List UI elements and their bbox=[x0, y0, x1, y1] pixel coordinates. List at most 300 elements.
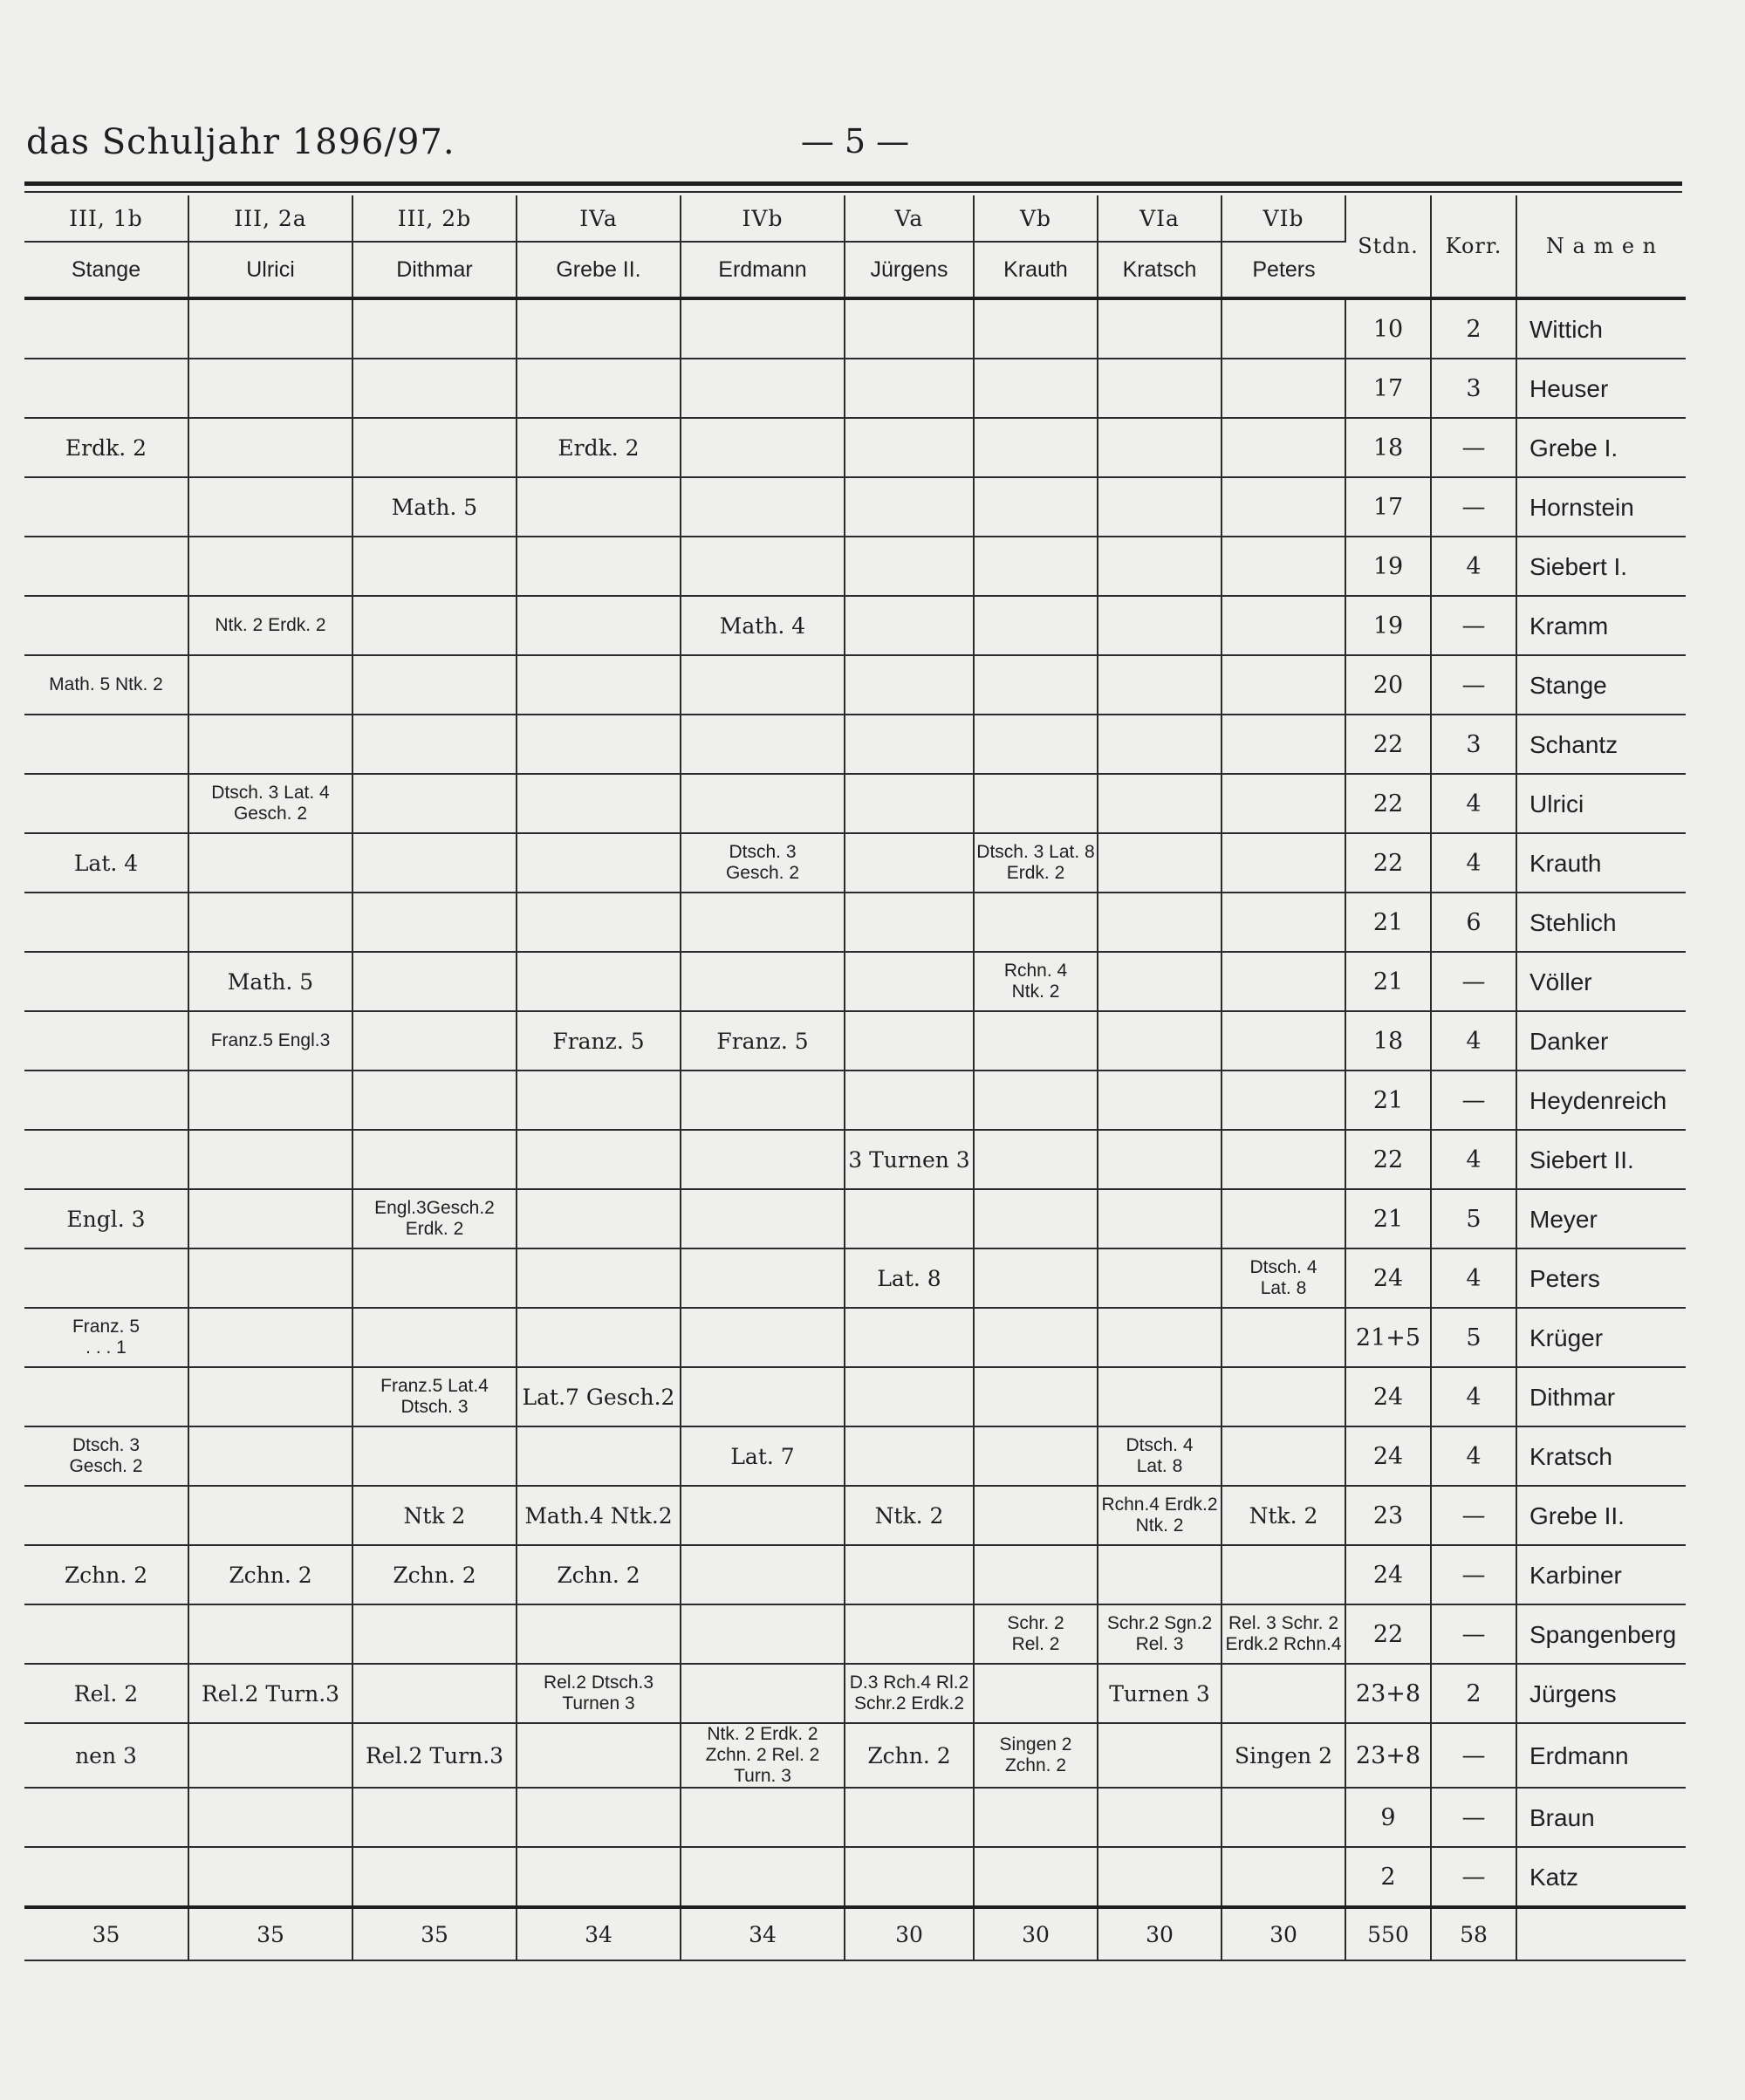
lesson-cell bbox=[845, 359, 974, 418]
lesson-cell bbox=[24, 1071, 188, 1130]
lesson-cell bbox=[974, 1367, 1098, 1426]
stdn-cell: 17 bbox=[1345, 477, 1431, 537]
lesson-cell bbox=[517, 893, 681, 952]
korr-cell: — bbox=[1431, 1545, 1516, 1604]
teacher-name-cell: Peters bbox=[1516, 1248, 1686, 1308]
stdn-cell: 17 bbox=[1345, 359, 1431, 418]
teacher-name-cell: Stange bbox=[1516, 655, 1686, 715]
lesson-cell bbox=[1098, 774, 1222, 833]
lesson-cell: Ntk. 2 bbox=[1222, 1486, 1345, 1545]
korr-cell: 4 bbox=[1431, 1367, 1516, 1426]
lesson-cell bbox=[352, 1604, 517, 1664]
total-cell: 35 bbox=[24, 1907, 188, 1960]
lesson-cell bbox=[517, 359, 681, 418]
stdn-cell: 2 bbox=[1345, 1847, 1431, 1907]
lesson-cell bbox=[974, 1847, 1098, 1907]
lesson-cell bbox=[517, 1189, 681, 1248]
teacher-name-cell: Krauth bbox=[1516, 833, 1686, 893]
table-row bbox=[24, 1011, 1686, 1071]
lesson-cell bbox=[517, 1604, 681, 1664]
table-row bbox=[24, 715, 1686, 774]
lesson-cell: Lat.7 Gesch.2 bbox=[517, 1367, 681, 1426]
lesson-cell bbox=[974, 774, 1098, 833]
lesson-cell bbox=[1098, 893, 1222, 952]
lesson-cell bbox=[681, 359, 845, 418]
lesson-cell: D.3 Rch.4 Rl.2 Schr.2 Erdk.2 bbox=[845, 1664, 974, 1723]
lesson-cell bbox=[1098, 596, 1222, 655]
lesson-cell: Rchn. 4 Ntk. 2 bbox=[974, 952, 1098, 1011]
korr-cell: 5 bbox=[1431, 1308, 1516, 1367]
lesson-cell bbox=[352, 774, 517, 833]
lesson-cell bbox=[974, 1308, 1098, 1367]
lesson-cell: Math. 5 bbox=[188, 952, 352, 1011]
lesson-cell bbox=[1222, 1130, 1345, 1189]
total-cell: 35 bbox=[188, 1907, 352, 1960]
lesson-cell bbox=[845, 1367, 974, 1426]
lesson-cell bbox=[681, 1189, 845, 1248]
korr-header: Korr. bbox=[1431, 195, 1516, 298]
lesson-cell bbox=[974, 1486, 1098, 1545]
lesson-cell bbox=[188, 715, 352, 774]
teacher-name-cell: Meyer bbox=[1516, 1189, 1686, 1248]
stdn-cell: 24 bbox=[1345, 1367, 1431, 1426]
lesson-cell bbox=[681, 1664, 845, 1723]
lesson-cell bbox=[352, 418, 517, 477]
page-number: — 5 — bbox=[800, 122, 910, 161]
lesson-cell bbox=[974, 1545, 1098, 1604]
lesson-cell bbox=[681, 715, 845, 774]
lesson-cell: Lat. 8 bbox=[845, 1248, 974, 1308]
lesson-cell bbox=[1098, 952, 1222, 1011]
lesson-cell bbox=[1098, 1545, 1222, 1604]
teacher-name-cell: Dithmar bbox=[1516, 1367, 1686, 1426]
lesson-cell bbox=[352, 1664, 517, 1723]
class-header: III, 2b bbox=[352, 195, 517, 242]
lesson-cell bbox=[845, 1011, 974, 1071]
lesson-cell bbox=[352, 1011, 517, 1071]
lesson-cell: Lat. 4 bbox=[24, 833, 188, 893]
lesson-cell bbox=[24, 537, 188, 596]
lesson-cell bbox=[24, 774, 188, 833]
lesson-cell bbox=[517, 1847, 681, 1907]
lesson-cell bbox=[352, 655, 517, 715]
lesson-cell bbox=[188, 1847, 352, 1907]
teacher-name-cell: Braun bbox=[1516, 1788, 1686, 1847]
total-cell: 30 bbox=[1222, 1907, 1345, 1960]
stdn-cell: 22 bbox=[1345, 1130, 1431, 1189]
table-row bbox=[24, 1723, 1686, 1788]
teacher-name-cell: Katz bbox=[1516, 1847, 1686, 1907]
lesson-cell bbox=[517, 1248, 681, 1308]
stdn-header: Stdn. bbox=[1345, 195, 1431, 298]
stdn-cell: 19 bbox=[1345, 596, 1431, 655]
korr-cell: — bbox=[1431, 1604, 1516, 1664]
teacher-name-cell: Hornstein bbox=[1516, 477, 1686, 537]
lesson-cell bbox=[24, 596, 188, 655]
lesson-cell bbox=[517, 298, 681, 359]
namen-header: N a m e n bbox=[1516, 195, 1686, 298]
lesson-cell bbox=[1222, 833, 1345, 893]
lesson-cell: Lat. 7 bbox=[681, 1426, 845, 1486]
lesson-cell bbox=[24, 1788, 188, 1847]
korr-cell: 3 bbox=[1431, 359, 1516, 418]
lesson-cell bbox=[845, 1071, 974, 1130]
teacher-name-cell: Siebert II. bbox=[1516, 1130, 1686, 1189]
lesson-cell bbox=[1098, 537, 1222, 596]
totals-row bbox=[24, 1907, 1686, 1960]
korr-cell: — bbox=[1431, 655, 1516, 715]
lesson-cell: Singen 2 bbox=[1222, 1723, 1345, 1788]
korr-cell: 6 bbox=[1431, 893, 1516, 952]
lesson-cell bbox=[974, 477, 1098, 537]
table-row bbox=[24, 418, 1686, 477]
lesson-cell: Engl. 3 bbox=[24, 1189, 188, 1248]
class-header: IVb bbox=[681, 195, 845, 242]
lesson-cell bbox=[974, 1248, 1098, 1308]
lesson-cell bbox=[1098, 1367, 1222, 1426]
table-row bbox=[24, 1071, 1686, 1130]
class-header: III, 1b bbox=[24, 195, 188, 242]
lesson-cell bbox=[24, 1367, 188, 1426]
stdn-cell: 22 bbox=[1345, 833, 1431, 893]
lesson-cell bbox=[24, 893, 188, 952]
teacher-name-cell: Danker bbox=[1516, 1011, 1686, 1071]
lesson-cell: Franz. 5 bbox=[681, 1011, 845, 1071]
lesson-cell: nen 3 bbox=[24, 1723, 188, 1788]
lesson-cell bbox=[1222, 1664, 1345, 1723]
lesson-cell bbox=[24, 298, 188, 359]
lesson-cell bbox=[517, 477, 681, 537]
stdn-cell: 23+8 bbox=[1345, 1723, 1431, 1788]
lesson-cell bbox=[517, 596, 681, 655]
lesson-cell bbox=[517, 833, 681, 893]
lesson-cell bbox=[352, 1308, 517, 1367]
lesson-cell bbox=[681, 774, 845, 833]
lesson-cell bbox=[188, 833, 352, 893]
lesson-cell bbox=[24, 1486, 188, 1545]
table-row bbox=[24, 596, 1686, 655]
lesson-cell bbox=[974, 655, 1098, 715]
lesson-cell: Ntk 2 bbox=[352, 1486, 517, 1545]
lesson-cell bbox=[845, 418, 974, 477]
lesson-cell: Math. 5 bbox=[352, 477, 517, 537]
lesson-cell bbox=[974, 418, 1098, 477]
teacher-name-cell: Grebe II. bbox=[1516, 1486, 1686, 1545]
teacher-header: Dithmar bbox=[352, 242, 517, 298]
lesson-cell bbox=[1098, 1130, 1222, 1189]
stdn-cell: 22 bbox=[1345, 715, 1431, 774]
lesson-cell bbox=[1098, 477, 1222, 537]
lesson-cell: Zchn. 2 bbox=[352, 1545, 517, 1604]
lesson-cell bbox=[352, 1248, 517, 1308]
lesson-cell bbox=[845, 715, 974, 774]
lesson-cell: Schr.2 Sgn.2 Rel. 3 bbox=[1098, 1604, 1222, 1664]
teacher-header: Stange bbox=[24, 242, 188, 298]
lesson-cell bbox=[1098, 1788, 1222, 1847]
korr-cell: 5 bbox=[1431, 1189, 1516, 1248]
lesson-cell bbox=[974, 1071, 1098, 1130]
teacher-header: Grebe II. bbox=[517, 242, 681, 298]
stdn-cell: 10 bbox=[1345, 298, 1431, 359]
table-row bbox=[24, 537, 1686, 596]
stdn-cell: 18 bbox=[1345, 1011, 1431, 1071]
korr-cell: 4 bbox=[1431, 1426, 1516, 1486]
lesson-cell: Rel.2 Turn.3 bbox=[352, 1723, 517, 1788]
lesson-cell bbox=[845, 952, 974, 1011]
teacher-name-cell: Stehlich bbox=[1516, 893, 1686, 952]
stdn-cell: 18 bbox=[1345, 418, 1431, 477]
teacher-name-cell: Spangenberg bbox=[1516, 1604, 1686, 1664]
lesson-cell bbox=[352, 359, 517, 418]
lesson-cell bbox=[188, 1788, 352, 1847]
lesson-cell: Franz.5 Engl.3 bbox=[188, 1011, 352, 1071]
korr-cell: — bbox=[1431, 477, 1516, 537]
lesson-cell: Franz. 5 bbox=[517, 1011, 681, 1071]
korr-cell: 2 bbox=[1431, 1664, 1516, 1723]
lesson-cell bbox=[1222, 537, 1345, 596]
lesson-cell bbox=[845, 655, 974, 715]
lesson-cell: Dtsch. 4 Lat. 8 bbox=[1222, 1248, 1345, 1308]
table-row bbox=[24, 952, 1686, 1011]
lesson-cell: Rel.2 Dtsch.3 Turnen 3 bbox=[517, 1664, 681, 1723]
lesson-cell: Rel. 2 bbox=[24, 1664, 188, 1723]
lesson-cell: Dtsch. 3 Lat. 8 Erdk. 2 bbox=[974, 833, 1098, 893]
korr-cell: 3 bbox=[1431, 715, 1516, 774]
class-header: Va bbox=[845, 195, 974, 242]
lesson-cell bbox=[24, 1604, 188, 1664]
lesson-cell bbox=[681, 1130, 845, 1189]
lesson-cell bbox=[1222, 418, 1345, 477]
table-row bbox=[24, 1248, 1686, 1308]
lesson-cell: Rchn.4 Erdk.2 Ntk. 2 bbox=[1098, 1486, 1222, 1545]
lesson-cell bbox=[1222, 477, 1345, 537]
stdn-cell: 20 bbox=[1345, 655, 1431, 715]
lesson-cell bbox=[974, 1426, 1098, 1486]
lesson-cell bbox=[1098, 1847, 1222, 1907]
lesson-cell bbox=[681, 1308, 845, 1367]
lesson-cell: Erdk. 2 bbox=[517, 418, 681, 477]
teacher-name-cell: Wittich bbox=[1516, 298, 1686, 359]
table-row bbox=[24, 833, 1686, 893]
lesson-cell bbox=[1098, 1071, 1222, 1130]
lesson-cell bbox=[517, 1426, 681, 1486]
lesson-cell: Singen 2 Zchn. 2 bbox=[974, 1723, 1098, 1788]
teacher-name-cell: Kramm bbox=[1516, 596, 1686, 655]
korr-cell: — bbox=[1431, 1071, 1516, 1130]
teacher-name-cell: Heydenreich bbox=[1516, 1071, 1686, 1130]
lesson-cell bbox=[1222, 359, 1345, 418]
lesson-cell bbox=[974, 298, 1098, 359]
table-row bbox=[24, 1486, 1686, 1545]
stdn-cell: 21 bbox=[1345, 1189, 1431, 1248]
lesson-cell bbox=[188, 359, 352, 418]
table-row bbox=[24, 774, 1686, 833]
lesson-cell bbox=[845, 298, 974, 359]
lesson-cell bbox=[188, 418, 352, 477]
lesson-cell bbox=[845, 537, 974, 596]
lesson-cell bbox=[188, 477, 352, 537]
korr-cell: 4 bbox=[1431, 1130, 1516, 1189]
teacher-name-cell: Siebert I. bbox=[1516, 537, 1686, 596]
total-cell: 30 bbox=[845, 1907, 974, 1960]
total-cell: 35 bbox=[352, 1907, 517, 1960]
total-cell: 30 bbox=[974, 1907, 1098, 1960]
lesson-cell bbox=[1222, 952, 1345, 1011]
lesson-cell bbox=[24, 1011, 188, 1071]
stdn-cell: 23 bbox=[1345, 1486, 1431, 1545]
lesson-cell bbox=[1098, 359, 1222, 418]
lesson-cell bbox=[517, 1788, 681, 1847]
lesson-cell bbox=[1098, 418, 1222, 477]
lesson-cell bbox=[188, 1189, 352, 1248]
lesson-cell bbox=[352, 1847, 517, 1907]
lesson-cell bbox=[681, 418, 845, 477]
stdn-cell: 21+5 bbox=[1345, 1308, 1431, 1367]
lesson-cell bbox=[352, 833, 517, 893]
lesson-cell bbox=[188, 1367, 352, 1426]
table-row bbox=[24, 655, 1686, 715]
lesson-cell bbox=[974, 359, 1098, 418]
lesson-cell bbox=[352, 1426, 517, 1486]
lesson-cell: Engl.3Gesch.2 Erdk. 2 bbox=[352, 1189, 517, 1248]
lesson-cell: Dtsch. 3 Gesch. 2 bbox=[681, 833, 845, 893]
lesson-cell bbox=[352, 298, 517, 359]
lesson-cell bbox=[845, 1189, 974, 1248]
lesson-cell bbox=[681, 1847, 845, 1907]
lesson-cell: 3 Turnen 3 bbox=[845, 1130, 974, 1189]
teacher-header: Kratsch bbox=[1098, 242, 1222, 298]
lesson-cell bbox=[845, 1426, 974, 1486]
lesson-cell bbox=[517, 774, 681, 833]
lesson-cell: Zchn. 2 bbox=[24, 1545, 188, 1604]
table-row bbox=[24, 1308, 1686, 1367]
lesson-cell: Math.4 Ntk.2 bbox=[517, 1486, 681, 1545]
lesson-cell bbox=[1222, 298, 1345, 359]
lesson-cell: Franz. 5 . . . 1 bbox=[24, 1308, 188, 1367]
lesson-cell bbox=[517, 1071, 681, 1130]
lesson-cell bbox=[974, 1664, 1098, 1723]
lesson-cell bbox=[1098, 1011, 1222, 1071]
lesson-cell bbox=[1222, 655, 1345, 715]
lesson-cell bbox=[517, 952, 681, 1011]
lesson-cell bbox=[188, 537, 352, 596]
lesson-cell bbox=[1098, 1189, 1222, 1248]
lesson-cell bbox=[1098, 715, 1222, 774]
teacher-name-cell: Krüger bbox=[1516, 1308, 1686, 1367]
lesson-cell bbox=[681, 537, 845, 596]
table-row bbox=[24, 1189, 1686, 1248]
lesson-cell bbox=[24, 359, 188, 418]
lesson-cell: Zchn. 2 bbox=[517, 1545, 681, 1604]
lesson-cell bbox=[845, 1545, 974, 1604]
lesson-cell bbox=[1222, 1426, 1345, 1486]
class-header: III, 2a bbox=[188, 195, 352, 242]
teacher-name-cell: Schantz bbox=[1516, 715, 1686, 774]
lesson-cell: Math. 4 bbox=[681, 596, 845, 655]
teacher-header: Peters bbox=[1222, 242, 1345, 298]
lesson-cell bbox=[517, 537, 681, 596]
lesson-cell bbox=[1098, 1723, 1222, 1788]
lesson-cell bbox=[845, 893, 974, 952]
lesson-cell bbox=[681, 655, 845, 715]
lesson-cell bbox=[974, 1788, 1098, 1847]
lesson-cell bbox=[974, 537, 1098, 596]
stdn-cell: 24 bbox=[1345, 1545, 1431, 1604]
lesson-cell bbox=[1098, 298, 1222, 359]
lesson-cell bbox=[188, 1130, 352, 1189]
teacher-name-cell: Ulrici bbox=[1516, 774, 1686, 833]
timetable bbox=[24, 195, 1686, 1961]
lesson-cell bbox=[1222, 1847, 1345, 1907]
lesson-cell bbox=[24, 952, 188, 1011]
teacher-header: Erdmann bbox=[681, 242, 845, 298]
lesson-cell bbox=[188, 1426, 352, 1486]
teacher-header: Krauth bbox=[974, 242, 1098, 298]
lesson-cell bbox=[1222, 774, 1345, 833]
lesson-cell bbox=[974, 715, 1098, 774]
lesson-cell bbox=[845, 596, 974, 655]
stdn-cell: 21 bbox=[1345, 1071, 1431, 1130]
korr-cell: — bbox=[1431, 1723, 1516, 1788]
stdn-cell: 19 bbox=[1345, 537, 1431, 596]
lesson-cell bbox=[681, 1545, 845, 1604]
lesson-cell bbox=[845, 833, 974, 893]
lesson-cell: Zchn. 2 bbox=[845, 1723, 974, 1788]
lesson-cell bbox=[681, 952, 845, 1011]
header-rule-thin bbox=[24, 191, 1682, 193]
lesson-cell bbox=[188, 298, 352, 359]
lesson-cell bbox=[681, 1071, 845, 1130]
lesson-cell bbox=[352, 715, 517, 774]
lesson-cell: Erdk. 2 bbox=[24, 418, 188, 477]
korr-cell: — bbox=[1431, 952, 1516, 1011]
table-row bbox=[24, 1788, 1686, 1847]
lesson-cell bbox=[974, 893, 1098, 952]
lesson-cell bbox=[352, 1788, 517, 1847]
lesson-cell bbox=[188, 1604, 352, 1664]
lesson-cell: Dtsch. 4 Lat. 8 bbox=[1098, 1426, 1222, 1486]
teacher-name-cell: Erdmann bbox=[1516, 1723, 1686, 1788]
stdn-cell: 22 bbox=[1345, 1604, 1431, 1664]
table-row bbox=[24, 1604, 1686, 1664]
lesson-cell bbox=[24, 1130, 188, 1189]
lesson-cell bbox=[845, 1847, 974, 1907]
table-row bbox=[24, 298, 1686, 359]
lesson-cell bbox=[1098, 1308, 1222, 1367]
lesson-cell bbox=[188, 1308, 352, 1367]
korr-cell: — bbox=[1431, 596, 1516, 655]
teacher-name-cell: Karbiner bbox=[1516, 1545, 1686, 1604]
lesson-cell bbox=[352, 1130, 517, 1189]
lesson-cell bbox=[352, 893, 517, 952]
table-row bbox=[24, 1545, 1686, 1604]
lesson-cell bbox=[352, 1071, 517, 1130]
lesson-cell bbox=[845, 477, 974, 537]
table-row bbox=[24, 1426, 1686, 1486]
teacher-name-cell: Heuser bbox=[1516, 359, 1686, 418]
korr-cell: — bbox=[1431, 418, 1516, 477]
lesson-cell bbox=[1222, 1011, 1345, 1071]
korr-cell: 4 bbox=[1431, 833, 1516, 893]
total-cell: 34 bbox=[517, 1907, 681, 1960]
lesson-cell: Zchn. 2 bbox=[188, 1545, 352, 1604]
korr-cell: 4 bbox=[1431, 1248, 1516, 1308]
table-row bbox=[24, 893, 1686, 952]
lesson-cell bbox=[681, 1486, 845, 1545]
korr-cell: — bbox=[1431, 1847, 1516, 1907]
table-row bbox=[24, 1130, 1686, 1189]
page-header-title: das Schuljahr 1896/97. bbox=[26, 122, 455, 162]
